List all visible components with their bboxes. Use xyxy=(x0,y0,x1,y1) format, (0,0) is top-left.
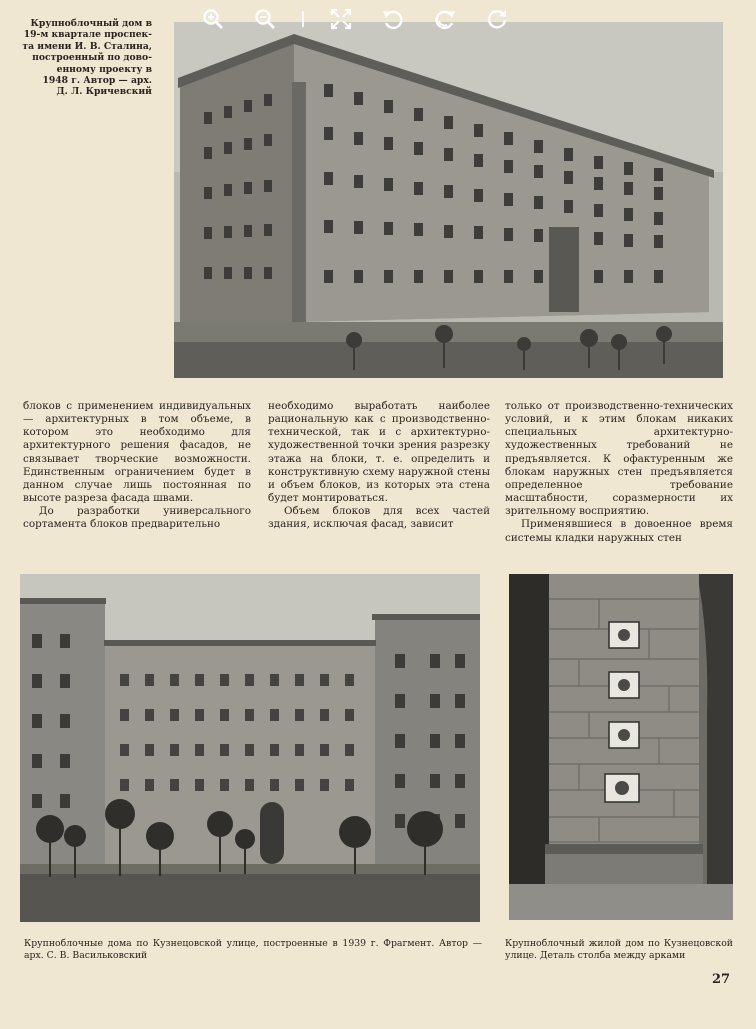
rotate-left-button[interactable] xyxy=(378,4,408,34)
caption-top-line: Крупноблочный дом в xyxy=(30,18,152,29)
caption-top xyxy=(22,18,152,98)
paragraph: блоков с применением индивидуальных — архитектурных в том объеме, в котором это необходимо для архитектурного решения фасадов, не связывает творческие возможности. Единственным ограничением будет в данном случае лишь постоянная по высоте разреза фасада швами. xyxy=(23,400,251,505)
viewer-toolbar xyxy=(198,4,512,34)
text-column-1 xyxy=(23,400,251,532)
caption-bottom-right: Крупноблочный жилой дом по Кузнецовской улице. Деталь столба между арками xyxy=(505,938,733,961)
paragraph: Объем блоков для всех частей здания, исключая фасад, зависит xyxy=(268,505,490,531)
zoom-in-button[interactable] xyxy=(198,4,228,34)
paragraph: необходимо выработать наиболее рациональную как с производственно-технической, так и с архитектурно-художественной точки зрения разрезку этажа на блоки, т. е. определить и конструктивную схему наружной стены и объем блоков, из которых эта стена будет монтироваться. xyxy=(268,400,490,505)
caption-top-line: енному проекту в xyxy=(56,63,152,75)
rotate-left-icon xyxy=(381,7,405,31)
paragraph: только от производственно-технических условий, и к этим блокам никаких специальных архитектурно-художественных требований не предъявляется. К офактуренным же блокам наружных стен предъявляется определенное требование масштабности, соразмерности их зрительному восприятию. xyxy=(505,400,733,518)
zoom-out-button[interactable] xyxy=(250,4,280,34)
caption-top-line: Д. Л. Кричевский xyxy=(56,86,152,98)
photo-building-stalin-prospect xyxy=(174,22,723,378)
photo-pillar-detail xyxy=(509,574,733,920)
toolbar-separator xyxy=(302,11,304,27)
reset-button[interactable] xyxy=(482,4,512,34)
fullscreen-icon xyxy=(329,7,353,31)
rotate-right-icon xyxy=(433,7,457,31)
zoom-out-icon xyxy=(253,7,277,31)
photo-kuznetsovskaya-buildings xyxy=(20,574,480,922)
fullscreen-button[interactable] xyxy=(326,4,356,34)
text-column-3 xyxy=(505,400,733,545)
rotate-right-button[interactable] xyxy=(430,4,460,34)
caption-bottom-left: Крупноблочные дома по Кузнецовской улице, построенные в 1939 г. Фрагмент. Автор — арх. С. В. Васильковский xyxy=(24,938,482,961)
caption-top-line: 1948 г. Автор — арх. xyxy=(42,75,152,87)
zoom-in-icon xyxy=(201,7,225,31)
caption-top-line: построенный по дово- xyxy=(32,52,152,64)
page-number: 27 xyxy=(712,972,731,987)
caption-top-line: та имени И. В. Сталина, xyxy=(22,40,152,52)
paragraph: До разработки универсального сортамента блоков предварительно xyxy=(23,505,251,531)
paragraph: Применявшиеся в довоенное время системы кладки наружных стен xyxy=(505,518,733,544)
caption-top-line: 19-м квартале проспек- xyxy=(23,29,152,41)
reset-icon xyxy=(485,7,509,31)
text-column-2 xyxy=(268,400,490,532)
